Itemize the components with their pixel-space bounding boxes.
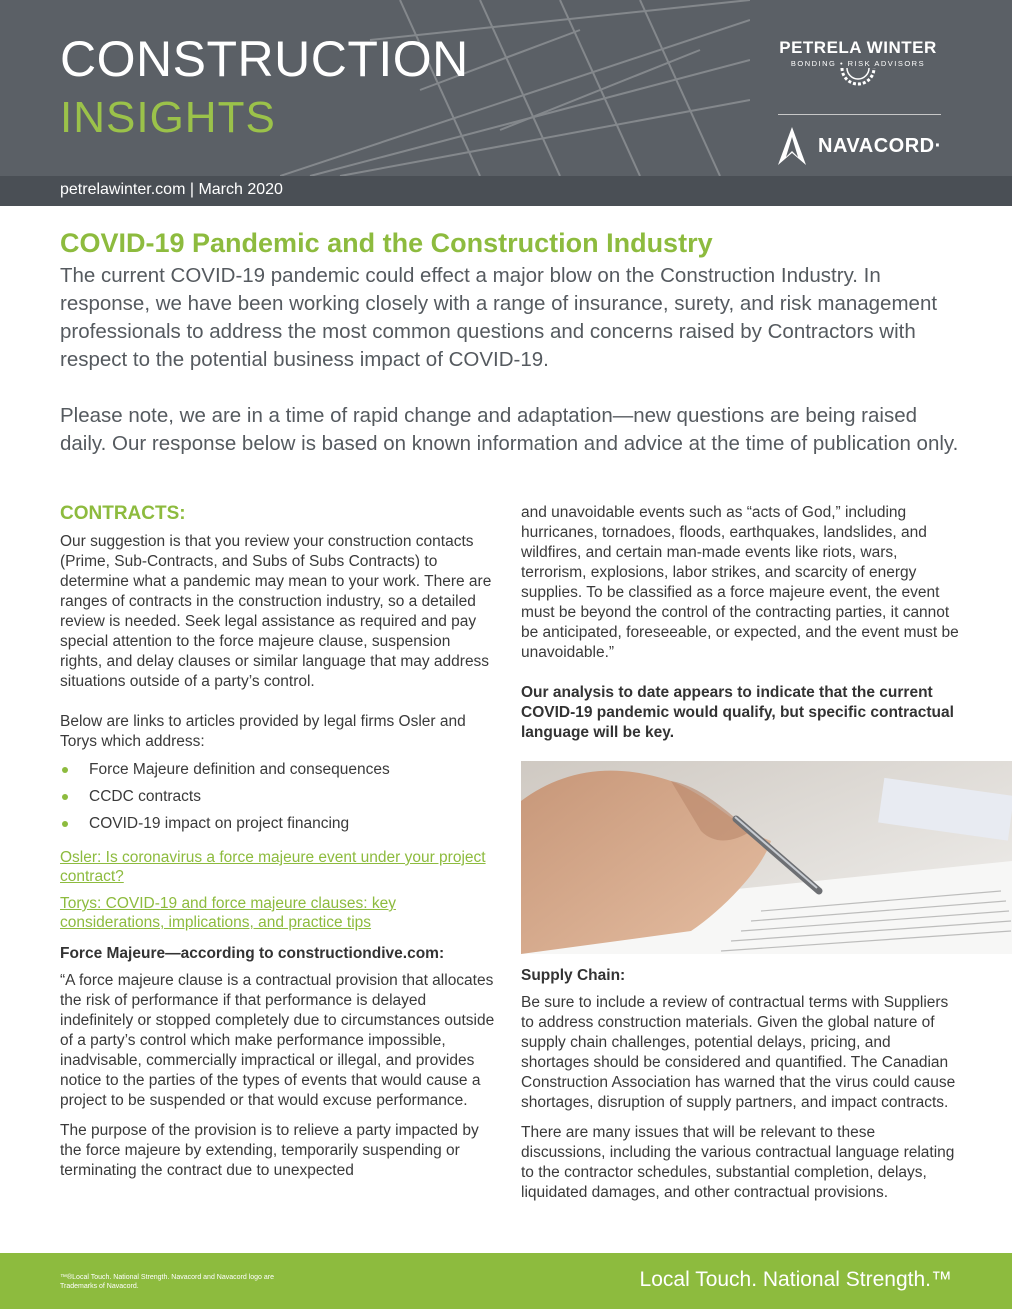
petrela-winter-logo [778, 38, 938, 68]
list-item-text: COVID-19 impact on project financing [89, 815, 350, 832]
supply-chain-heading: Supply Chain: [521, 967, 626, 984]
list-item [60, 814, 496, 834]
hand-signing-document-photo [521, 761, 1012, 954]
osler-article-link[interactable]: Osler: Is coronavirus a force majeure event under your project contract? [60, 849, 486, 885]
right-column [521, 503, 961, 1203]
force-majeure-continued-paragraph: and unavoidable events such as “acts of God,” including hurricanes, tornadoes, floods, earthquakes, landslides, and wildfires, and certain man-made events like riots, wars, terrorism, explosions, labor strikes, and scarcity of energy supplies. To be classified as a force majeure event, the event must be beyond the control of the contracting parties, it cannot be anticipated, foreseeable, or expected, and the event must be unavoidable.” [521, 504, 959, 661]
list-item-text: CCDC contracts [89, 788, 201, 805]
intro-paragraph-2: Please note, we are in a time of rapid change and adaptation—new questions are being raised daily. Our response below is based on known information and advice at the time of publication only. [60, 404, 959, 455]
list-item-text: Force Majeure definition and consequences [89, 761, 390, 778]
analysis-statement: Our analysis to date appears to indicate that the current COVID-19 pandemic would qualify, but specific contractual language will be key. [521, 684, 954, 741]
website-and-date: petrelawinter.com | March 2020 [60, 181, 283, 198]
supply-chain-paragraph-1: Be sure to include a review of contractual terms with Suppliers to address construction materials. Given the global nature of supply chain challenges, potential delays, pricing, and shortages should be considered and quantified. The Canadian Construction Association has warned that the virus could cause shortages, disruption of supply partners, and impact contracts. [521, 994, 956, 1111]
intro-section [60, 262, 960, 458]
gear-icon [838, 66, 878, 102]
footer-bar [0, 1253, 1012, 1309]
bullet-icon [62, 794, 68, 800]
header-banner [0, 0, 1012, 176]
hand-signing-document-image [521, 761, 1012, 954]
bullet-icon [62, 821, 68, 827]
header-title-construction: CONSTRUCTION [60, 31, 469, 87]
petrela-winter-logo-subtitle: BONDING • RISK ADVISORS [790, 59, 926, 68]
footer-tagline: Local Touch. National Strength.™ [639, 1268, 952, 1291]
navacord-mountain-icon [778, 127, 806, 165]
supply-chain-paragraph-2: There are many issues that will be relevant to these discussions, including the various contractual language relating to the contractor schedules, substantial completion, delays, liquidated damages, and other contractual provisions. [521, 1124, 955, 1201]
left-column [60, 504, 496, 1181]
trademark-notice: ™®Local Touch. National Strength. Navacord and Navacord logo are Trademarks of Navacord. [60, 1274, 274, 1290]
intro-paragraph-1: The current COVID-19 pandemic could effect a major blow on the Construction Industry. In response, we have been working closely with a range of insurance, surety, and risk management professionals to address the most common questions and concerns raised by Contractors with respect to the potential business impact of COVID-19. [60, 264, 938, 371]
list-item [60, 760, 496, 780]
navacord-logo [778, 126, 942, 166]
date-bar [0, 176, 1012, 206]
list-item [60, 787, 496, 807]
torys-article-link[interactable]: Torys: COVID-19 and force majeure clauses: key considerations, implications, and practice tips [60, 895, 396, 931]
petrela-winter-logo-name: PETRELA WINTER [779, 38, 937, 57]
force-majeure-paragraph-1: “A force majeure clause is a contractual provision that allocates the risk of performance if that performance is delayed indefinitely or stopped completely due to circumstances outside of a party’s control which make performance impossible, inadvisable, commercially impractical or illegal, and provides notice to the parties of the types of events that would cause a project to be suspended or that would excuse performance. [60, 972, 495, 1109]
construction-background-image [280, 0, 750, 176]
logo-divider [778, 114, 941, 115]
topics-list [60, 760, 496, 834]
force-majeure-paragraph-2: The purpose of the provision is to relieve a party impacted by the force majeure by extending, temporarily suspending or terminating the contract due to unexpected [60, 1122, 479, 1179]
force-majeure-heading: Force Majeure—according to constructiondive.com: [60, 945, 445, 962]
contracts-paragraph: Our suggestion is that you review your construction contacts (Prime, Sub-Contracts, and Subs of Subs Contracts) to determine what a pandemic may mean to your work. There are ranges of contracts in the construction industry, so a detailed review is needed. Seek legal assistance as required and pay special attention to the force majeure clause, suspension rights, and delay clauses or similar language that may address situations outside of a party’s control. [60, 533, 492, 690]
header-title-insights: INSIGHTS [60, 93, 276, 142]
navacord-logo-text: NAVACORD· [818, 134, 942, 157]
contracts-heading: CONTRACTS: [60, 503, 186, 524]
bullet-icon [62, 767, 68, 773]
page-title: COVID-19 Pandemic and the Construction Industry [60, 228, 713, 258]
links-intro-paragraph: Below are links to articles provided by legal firms Osler and Torys which address: [60, 713, 466, 750]
